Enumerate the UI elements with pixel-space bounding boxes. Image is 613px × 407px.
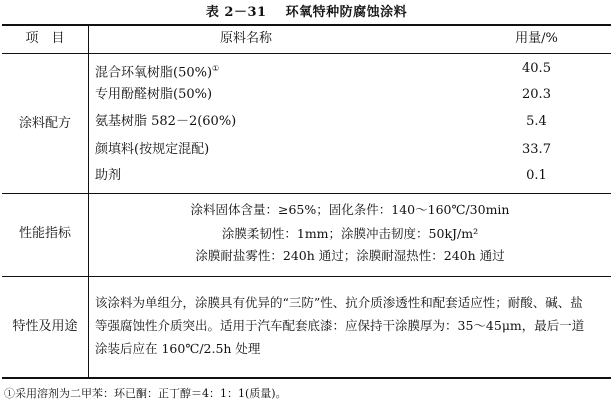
performance-line: 涂膜耐盐雾性：240h 通过；涂膜耐湿热性：240h 通过: [195, 248, 505, 263]
material-amount: 40.5: [522, 61, 551, 76]
material-name: 专用酚醛树脂(50%): [95, 87, 213, 102]
table-number: 表 2－31: [205, 5, 267, 20]
usage-line: 等强腐蚀性介质突出。适用于汽车配套底漆：应保持干涂膜厚为：35～45μm，最后一道: [95, 318, 585, 333]
table-title: [0, 1, 613, 20]
header-amount: 用量/%: [515, 31, 558, 46]
formula-label: 涂料配方: [18, 116, 71, 131]
footnote-marker: ①: [212, 64, 220, 73]
material-amount: 0.1: [526, 168, 547, 183]
performance-label: 性能指标: [18, 226, 71, 241]
bottom-rule: [2, 377, 611, 379]
material-amount: 5.4: [526, 114, 547, 129]
material-name: 氨基树脂 582－2(60%): [95, 114, 237, 129]
usage-text: [95, 291, 607, 360]
top-rule: [2, 24, 611, 26]
header-item: 项 目: [25, 31, 65, 46]
footnote: ①采用溶剂为二甲苯：环已酮：正丁醇＝4：1：1(质量)。: [4, 387, 287, 400]
performance-divider: [2, 276, 611, 277]
material-amount: 33.7: [522, 142, 551, 157]
material-amount: 20.3: [522, 87, 551, 102]
usage-line: 该涂料为单组分，涂膜具有优异的“三防”性、抗介质渗透性和配套适应性；耐酸、碱、盐: [95, 295, 583, 310]
usage-label: 特性及用途: [12, 319, 78, 334]
material-name: 助剂: [95, 168, 122, 183]
usage-line: 涂装后应在 160℃/2.5h 处理: [95, 341, 261, 356]
table-name: 环氧特种防腐蚀涂料: [285, 5, 408, 20]
material-name: 混合环氧树脂(50%)①: [95, 64, 220, 81]
formula-divider: [2, 193, 611, 194]
material-name: 颜填料(按规定混配): [95, 142, 210, 157]
performance-line: 涂料固体含量：≥65%；固化条件：140～160℃/30min: [190, 202, 510, 217]
header-rule: [2, 53, 611, 54]
header-material: 原料名称: [220, 31, 273, 46]
performance-line: 涂膜柔韧性：1mm；涂膜冲击韧度：50kJ/m²: [221, 226, 479, 241]
